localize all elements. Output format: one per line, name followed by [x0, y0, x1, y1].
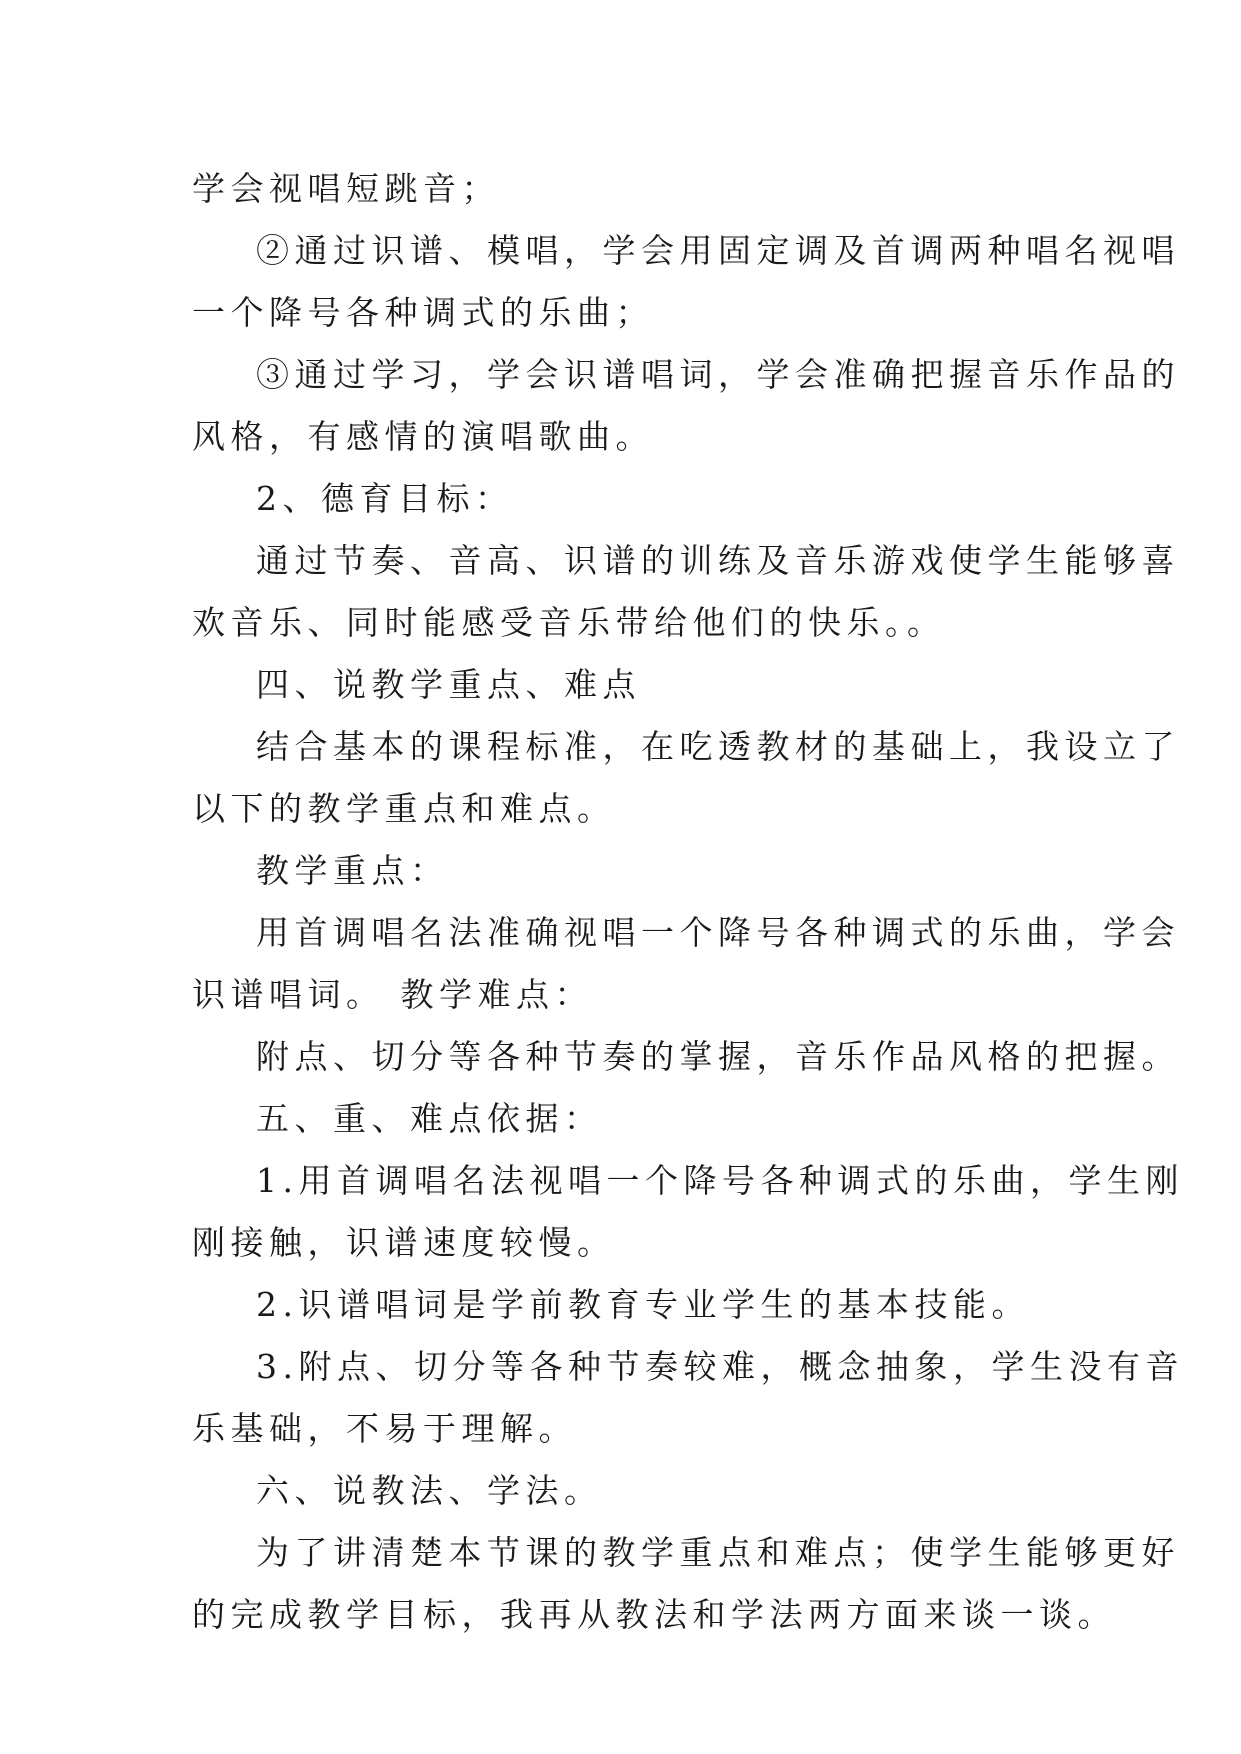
section-heading: 教学重点：	[256, 851, 449, 890]
text-line: 识谱唱词。 教学难点：	[192, 975, 593, 1014]
text-line: ②通过识谱、模唱，学会用固定调及首调两种唱名视唱	[256, 231, 1180, 270]
section-heading: 六、说教法、学法。	[256, 1471, 603, 1510]
section-heading: 四、说教学重点、难点	[256, 665, 641, 704]
text-line: 刚接触，识谱速度较慢。	[192, 1223, 616, 1262]
text-line: ③通过学习，学会识谱唱词，学会准确把握音乐作品的	[256, 355, 1180, 394]
text-line: 乐基础，不易于理解。	[192, 1409, 577, 1448]
text-line: 学会视唱短跳音；	[192, 169, 500, 208]
text-line: 3.附点、切分等各种节奏较难，概念抽象，学生没有音	[256, 1347, 1184, 1386]
document-page	[192, 158, 1184, 1646]
text-line: 为了讲清楚本节课的教学重点和难点；使学生能够更好	[256, 1533, 1180, 1572]
text-line: 2.识谱唱词是学前教育专业学生的基本技能。	[256, 1285, 1030, 1324]
text-line: 1.用首调唱名法视唱一个降号各种调式的乐曲，学生刚	[256, 1161, 1184, 1200]
text-line: 风格，有感情的演唱歌曲。	[192, 417, 654, 456]
text-line: 一个降号各种调式的乐曲；	[192, 293, 654, 332]
text-line: 用首调唱名法准确视唱一个降号各种调式的乐曲，学会	[256, 913, 1180, 952]
text-line: 以下的教学重点和难点。	[192, 789, 616, 828]
text-line: 附点、切分等各种节奏的掌握，音乐作品风格的把握。	[256, 1037, 1180, 1076]
text-line: 欢音乐、同时能感受音乐带给他们的快乐。。	[192, 603, 946, 642]
section-heading: 五、重、难点依据：	[256, 1099, 603, 1138]
section-heading: 2、德育目标：	[256, 479, 514, 518]
text-line: 结合基本的课程标准，在吃透教材的基础上，我设立了	[256, 727, 1180, 766]
text-line: 的完成教学目标，我再从教法和学法两方面来谈一谈。	[192, 1595, 1116, 1634]
text-line: 通过节奏、音高、识谱的训练及音乐游戏使学生能够喜	[256, 541, 1180, 580]
